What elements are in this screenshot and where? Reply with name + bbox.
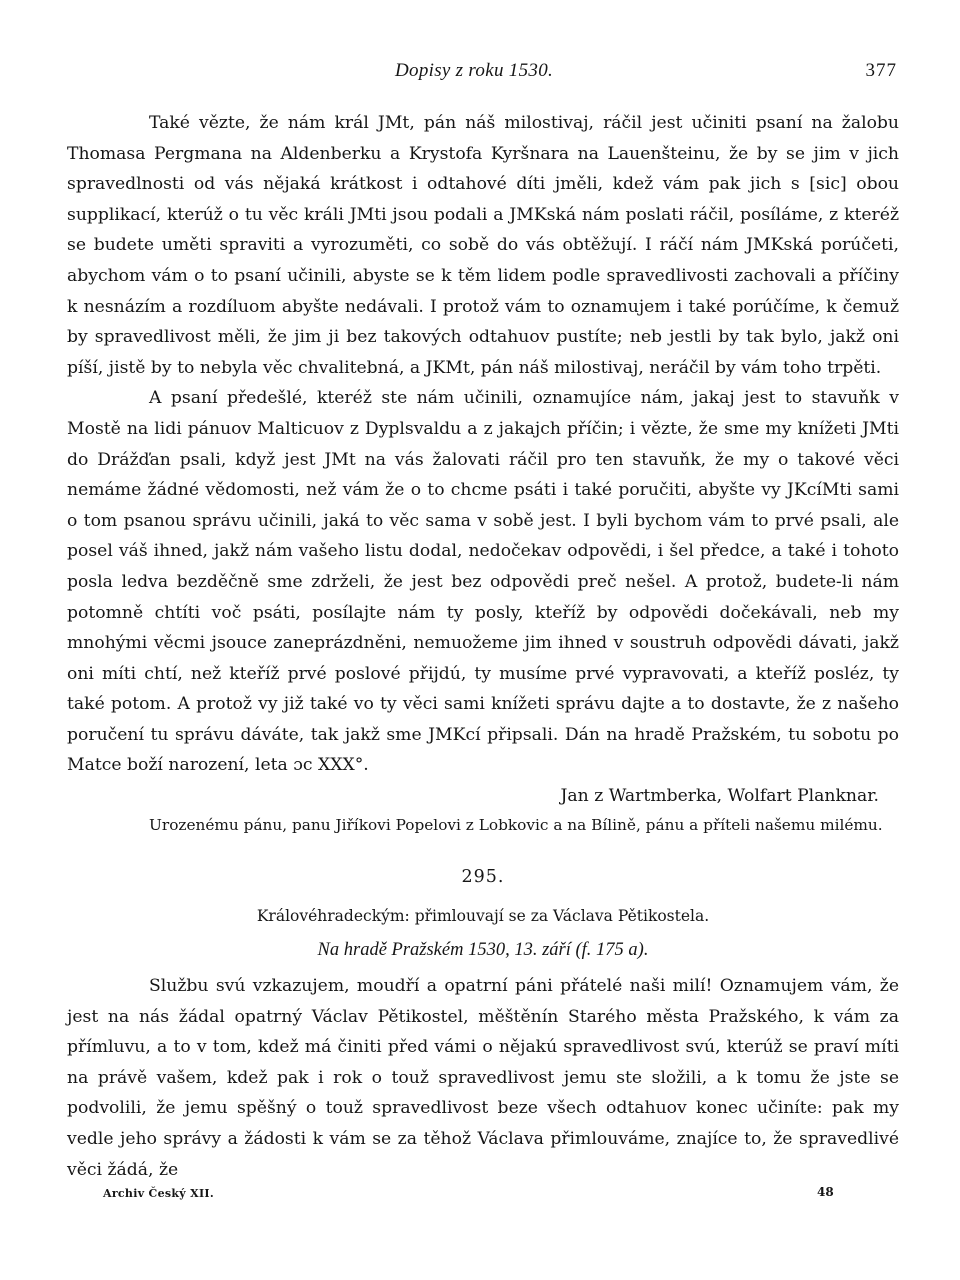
footer-signature-mark: Archiv Český XII. [103, 1187, 214, 1200]
letter-295-paragraph-1: Službu svú vzkazujem, moudří a opatrní páni přátelé naši milí! Oznamujem vám, že jest na nás žádal opatrný Václav Pětikostel, měštěnín Starého města Pražského, k vám za přímluvu, a to v tom, kdež má činiti před vámi o nějakú spravedlivost svú, kterúž se praví míti na právě vašem, kdež pak i rok o touž spravedlivost jemu ste složili, a k tomu že jste se podvolili, že jemu spěšný o touž spravedlivost beze všech odtahuov konec učiníte: pak my vedle jeho správy a žádosti k vám se za těhož Václava přimlouváme, znajíce to, že spravedlivé věci žádá, že [67, 976, 899, 1180]
letter-295-summary: Královéhradeckým: přimlouvají se za Václava Pětikostela. [256, 907, 710, 926]
page-body [67, 108, 899, 1185]
letter-294-address: Urozenému pánu, panu Jiříkovi Popelovi z Lobkovic a na Bílině, pánu a příteli našemu milému. [149, 816, 883, 835]
letter-295-dateline: Na hradě Pražském 1530, 13. září (f. 175 a). [317, 940, 649, 961]
letter-295-number: 295. [461, 867, 505, 888]
letter-294-paragraph-1: Také vězte, že nám král JMt, pán náš milostivaj, ráčil jest učiniti psaní na žalobu Thomasa Pergmana na Aldenberku a Krystofa Kyršnara na Lauenšteinu, že by se jim v jich spravedlnosti od vás nějaká krátkost i odtahové díti jměli, kdež vám pak jich s [sic] obou supplikací, kterúž o tu věc králi JMti jsou podali a JMKská nám poslati ráčil, posíláme, z kteréž se budete uměti spraviti a vyrozuměti, co sobě do vás obtěžují. I ráčí nám JMKská porúčeti, abychom vám o to psaní učinili, abyste se k těm lidem podle spravedlivosti zachovali a příčiny k nesnázím a rozdíluom abyšte nedávali. I protož vám to oznamujem i také porúčíme, k čemuž by spravedlivost měli, že jim ji bez takových odtahuov pustíte; neb jestli by tak bylo, jakž oni píší, jistě by to nebyla věc chvalitebná, a JKMt, pán náš milostivaj, neráčil by vám toho trpěti. [67, 113, 899, 378]
letter-294-signature: Jan z Wartmberka, Wolfart Planknar. [560, 786, 879, 807]
running-title: Dopisy z roku 1530. [395, 60, 554, 81]
letter-294-paragraph-2: A psaní předešlé, kteréž ste nám učinili, oznamujíce nám, jakaj jest to stavuňk v Mostě na lidi pánuov Malticuov z Dyplsvaldu a z jakajch příčin; i vězte, že sme my knížeti JMti do Drážďan psali, když jest JMt na vás žalovati ráčil pro ten stavuňk, že my o takové věci nemáme žádné vědomosti, než vám že o to chcme psáti i také poručiti, abyšte vy JKcíMti sami o tom psanou správu učinili, jaká to věc sama v sobě jest. I byli bychom vám to prvé psali, ale posel váš ihned, jakž nám vašeho listu dodal, nedočekav odpovědi, i šel předce, a také i tohoto posla ledva bezděčně sme zdrželi, že jest bez odpovědi preč nešel. A protož, budete-li nám potomně chtíti voč psáti, posílajte nám ty posly, kteříž by odpovědi dočekávali, neb my mnohými věcmi jsouce zaneprázdněni, nemuožeme jim ihned v soustruh odpovědi dávati, jakž oni míti chtí, než kteříž prvé poslové přijdú, ty musíme prvé vypravovati, a kteříž posléz, ty také potom. A protož vy již také vo ty věci sami knížeti správu dajte a to dostavte, že z našeho poručení tu správu dáváte, tak jakž sme JMKcí připsali. Dán na hradě Pražském, tu sobotu po Matce boží narození, leta ɔc XXX°. [67, 388, 899, 776]
page-number: 377 [865, 60, 897, 81]
footer-sheet-number: 48 [817, 1185, 834, 1199]
